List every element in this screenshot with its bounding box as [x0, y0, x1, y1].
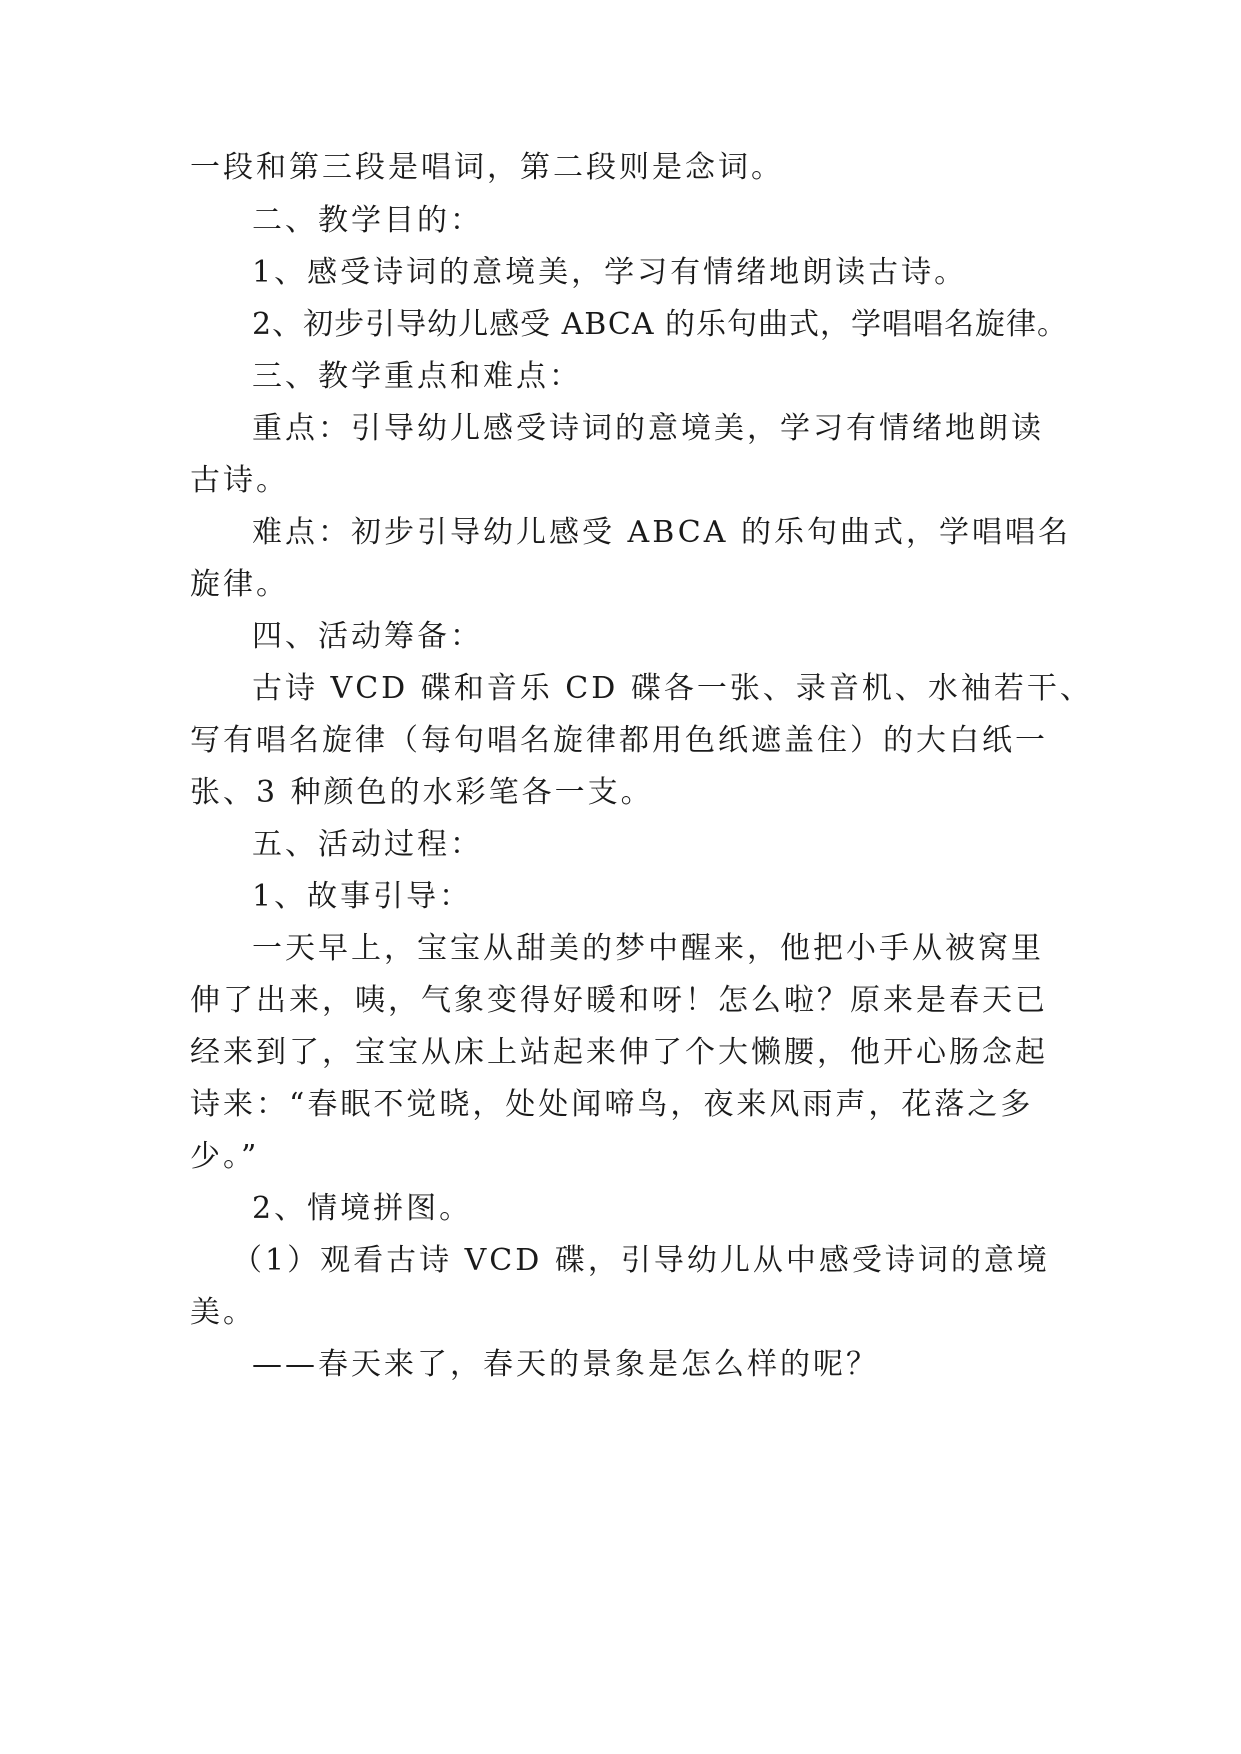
paragraph-line: 张、3 种颜色的水彩笔各一支。: [190, 775, 654, 810]
paragraph-line: ——春天来了，春天的景象是怎么样的呢？: [252, 1347, 879, 1382]
paragraph-line: 伸了出来，咦，气象变得好暖和呀！怎么啦？原来是春天已: [190, 983, 1048, 1018]
paragraph-line: 一段和第三段是唱词，第二段则是念词。: [190, 150, 784, 185]
paragraph-line: 旋律。: [190, 567, 289, 602]
section-heading: 三、教学重点和难点：: [252, 359, 582, 394]
section-heading: 五、活动过程：: [252, 827, 483, 862]
list-item: 1、故事引导：: [252, 879, 473, 914]
list-item: 1、感受诗词的意境美，学习有情绪地朗读古诗。: [252, 255, 968, 290]
paragraph-line: 古诗 VCD 碟和音乐 CD 碟各一张、录音机、水袖若干、: [252, 671, 1093, 706]
list-item: 2、情境拼图。: [252, 1191, 473, 1226]
paragraph-line: 难点：初步引导幼儿感受 ABCA 的乐句曲式，学唱唱名: [252, 515, 1071, 550]
paragraph-line: 写有唱名旋律（每句唱名旋律都用色纸遮盖住）的大白纸一: [190, 723, 1048, 758]
section-heading: 四、活动筹备：: [252, 619, 483, 654]
paragraph-line: 一天早上，宝宝从甜美的梦中醒来，他把小手从被窝里: [252, 931, 1044, 966]
paragraph-line: 诗来：“春眠不觉晓，处处闻啼鸟，夜来风雨声，花落之多: [190, 1087, 1034, 1122]
list-item: （1）观看古诗 VCD 碟，引导幼儿从中感受诗词的意境: [232, 1243, 1050, 1278]
paragraph-line: 古诗。: [190, 463, 289, 498]
paragraph-line: 经来到了，宝宝从床上站起来伸了个大懒腰，他开心肠念起: [190, 1035, 1048, 1070]
section-heading: 二、教学目的：: [252, 203, 483, 238]
list-item: 2、初步引导幼儿感受 ABCA 的乐句曲式，学唱唱名旋律。: [252, 307, 1069, 342]
paragraph-line: 重点：引导幼儿感受诗词的意境美，学习有情绪地朗读: [252, 411, 1044, 446]
paragraph-line: 少。”: [190, 1139, 260, 1174]
paragraph-line: 美。: [190, 1295, 256, 1330]
